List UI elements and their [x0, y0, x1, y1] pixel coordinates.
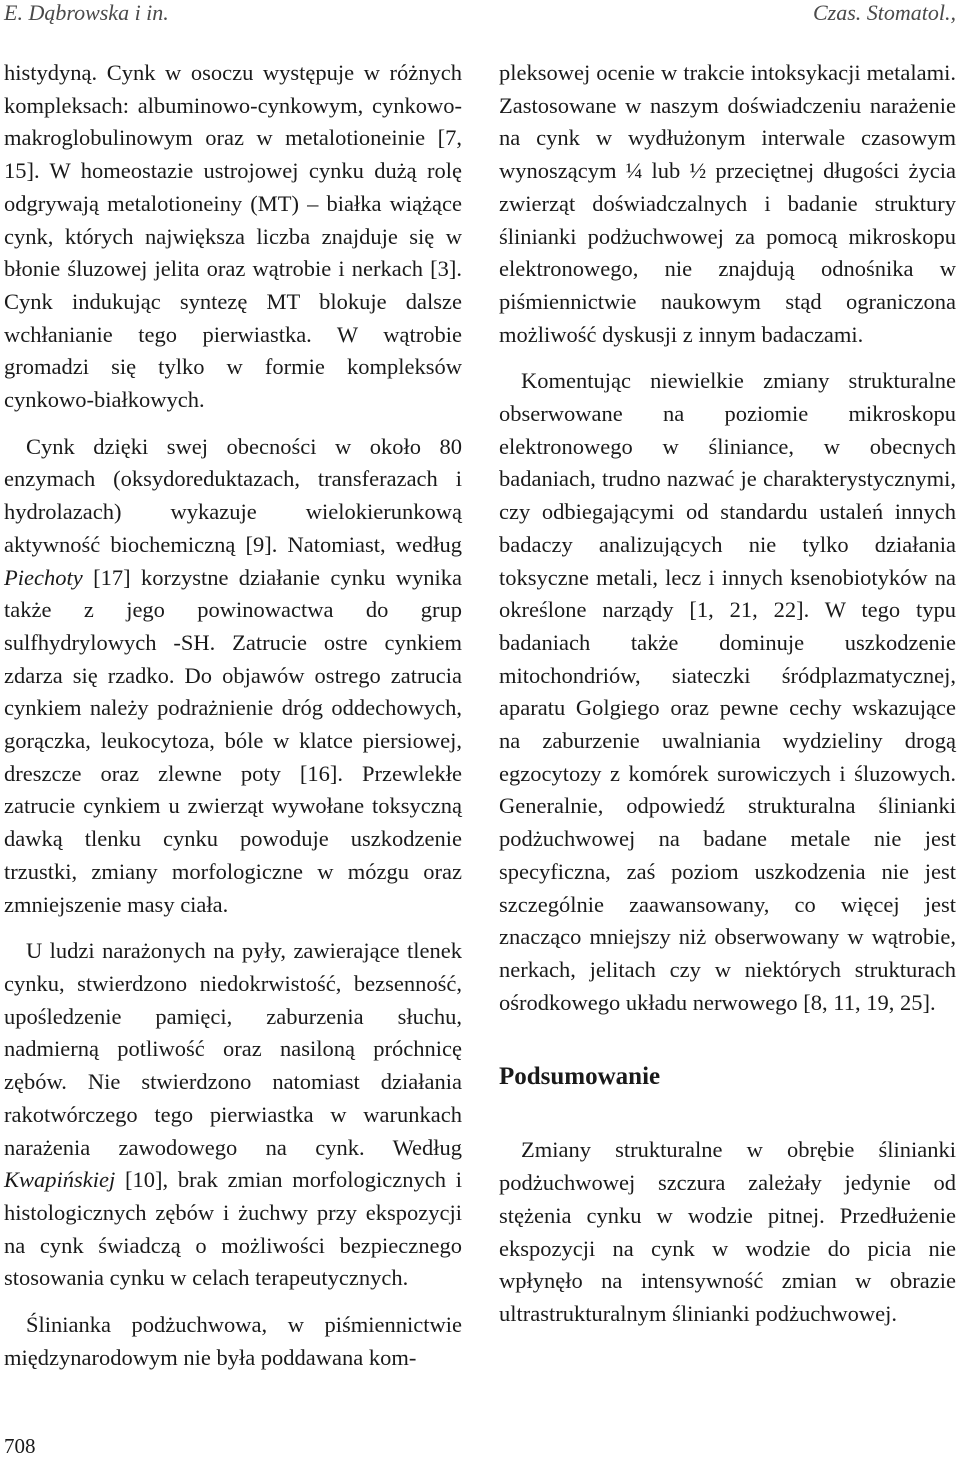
paragraph: histydyną. Cynk w osoczu występuje w różnych kompleksach: albuminowo-cynkowym, cynkowo-makroglobulinowym oraz w metalotioneinie [7, 15]. W homeostazie ustrojowej cynku dużą rolę odgrywają metalotioneiny (MT) – białka wiążące cynk, których największa liczba znajduje się w błonie śluzowej jelita oraz wątrobie i nerkach [3]. Cynk indukując syntezę MT blokuje dalsze wchłanianie tego pierwiastka. W wątrobie gromadzi się tylko w formie kompleksów cynkowo-białkowych.: [4, 60, 462, 413]
paragraph: Zmiany strukturalne w obrębie ślinianki podżuchwowej szczura zależały jedynie od stężenia cynku w wodzie pitnej. Przedłużenie ekspozycji na cynk w wodzie do picia nie wpłynęło na intensywność zmian w obrazie ultrastrukturalnym ślinianki podżuchwowej.: [499, 1137, 956, 1326]
running-header-authors: E. Dąbrowska i in.: [4, 0, 169, 25]
paragraph-text: [17] korzystne działanie cynku wynika także z jego powinowactwa do grup sulfhydrylowych -SH. Zatrucie ostre cynkiem zdarza się rzadko. Do objawów ostrego zatrucia cynkiem należy podrażnienie dróg oddechowych, gorączka, leukocytoza, bóle w klatce piersiowej, dreszcze oraz zlewne poty [16]. Przewlekłe zatrucie cynkiem u zwierząt wywołane toksyczną dawką tlenku cynku powoduje uszkodzenie trzustki, zmiany morfologiczne w mózgu oraz zmniejszenie masy ciała.: [4, 564, 462, 917]
cited-author: Kwapińskiej: [4, 1167, 116, 1193]
paragraph-text: [10], brak zmian morfologicznych i histologicznych zębów i żuchwy przy ekspozycji na cynk świadczą o możliwości bezpiecznego stosowania cynku w celach terapeutycznych.: [4, 1167, 462, 1291]
paragraph-text: Cynk dzięki swej obecności w około 80 enzymach (oksydoreduktazach, transferazach i hydrolazach) wykazuje wielokierunkową aktywność biochemiczną [9]. Natomiast, według: [4, 433, 462, 557]
paragraph: [4, 935, 462, 1295]
paragraph: pleksowej ocenie w trakcie intoksykacji metalami. Zastosowane w naszym doświadczeniu narażenie na cynk w wydłużonym interwale czasowym wynoszącym ¼ lub ½ przeciętnej długości życia zwierząt doświadczalnych i badanie struktury ślinianki podżuchwowej za pomocą mikroskopu elektronowego, nie znajdują odnośnika w piśmiennictwie naukowym stąd ograniczona możliwość dyskusji z innym badaczami.: [499, 60, 956, 347]
cited-author: Piechoty: [4, 564, 83, 590]
section-heading: Podsumowanie: [499, 1063, 661, 1091]
running-header-journal: Czas. Stomatol.,: [812, 0, 956, 25]
paragraph: Ślinianka podżuchwowa, w piśmiennictwie międzynarodowym nie była poddawana kom-: [4, 1312, 462, 1370]
paragraph: Komentując niewielkie zmiany strukturalne obserwowane na poziomie mikroskopu elektronowego w śliniance, w obecnych badaniach, trudno nazwać je charakterystycznymi, czy odbiegającymi od standardu ustaleń innych badaczy analizujących nie tylko działania toksyczne metali, lecz i innych ksenobiotyków na określone narządy [1, 21, 22]. W tego typu badaniach także dominuje uszkodzenie mitochondriów, siateczki śródplazmatycznej, aparatu Golgiego oraz pewne cechy wskazujące na zaburzenie uwalniania wydzieliny drogą egzocytozy z komórek surowiczych i śluzowych. Generalnie, odpowiedź strukturalna ślinianki podżuchwowej na badane metale nie jest specyficzna, zaś poziom uszkodzenia nie jest szczególnie zaawansowany, co więcej jest znacząco mniejszy niż obserwowany w wątrobie, nerkach, jelitach czy w niektórych strukturach ośrodkowego układu nerwowego [8, 11, 19, 25].: [499, 368, 956, 1015]
left-column: [4, 57, 462, 1374]
page-number: 708: [4, 1434, 36, 1458]
paragraph: [4, 431, 462, 922]
right-column: [499, 57, 956, 1331]
paragraph-text: U ludzi narażonych na pyły, zawierające tlenek cynku, stwierdzono niedokrwistość, bezsenność, upośledzenie pamięci, zaburzenia słuchu, nadmierną potliwość oraz nasiloną próchnicę zębów. Nie stwierdzono natomiast działania rakotwórczego tego pierwiastka w warunkach narażenia zawodowego na cynk. Według: [4, 938, 462, 1160]
